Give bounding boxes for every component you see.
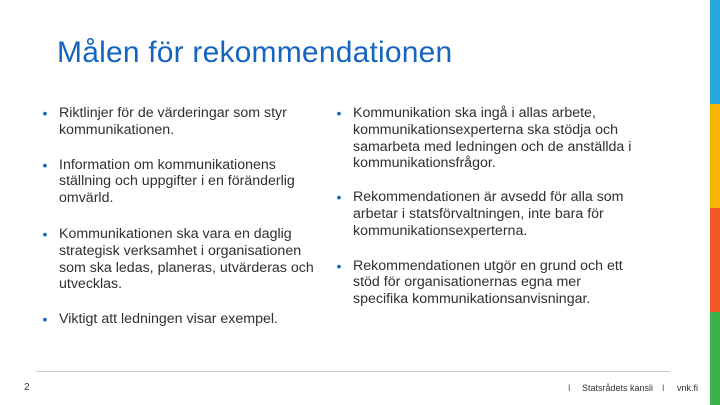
footer-website-link[interactable]: vnk.fi: [677, 383, 699, 393]
bullet-item: [330, 258, 640, 308]
bullet-item: [330, 189, 640, 239]
page-number: 2: [24, 382, 30, 393]
bullet-dot-icon: •: [42, 156, 48, 173]
bullet-text: Rekommendationen utgör en grund och ett stöd för organisationernas egna mer specifika kommunikationsanvisningar.: [353, 257, 623, 308]
bullet-item: [330, 105, 640, 172]
accent-strip-blue: [710, 0, 720, 104]
bullet-text: Kommunikationen ska vara en daglig strategisk verksamhet i organisationen som ska ledas, planeras, utvärderas och utvecklas.: [59, 225, 314, 293]
bullet-text: Rekommendationen är avsedd för alla som arbetar i statsförvaltningen, inte bara för kommunikationsexperterna.: [353, 189, 624, 239]
footer-organization: Statsrådets kansli: [582, 383, 654, 393]
bullet-dot-icon: •: [42, 311, 48, 328]
accent-strip-green: [710, 312, 720, 405]
bullet-item: [36, 226, 326, 293]
bullet-dot-icon: •: [336, 189, 342, 206]
footer-separator: I: [568, 383, 571, 393]
bullet-text: Information om kommunikationens ställning och uppgifter i en föränderlig omvärld.: [59, 156, 295, 207]
bullet-item: [36, 157, 326, 207]
right-bullet-list: [330, 105, 640, 308]
left-bullet-list: [36, 105, 326, 328]
bullet-item: [36, 311, 326, 328]
accent-strip-yellow: [710, 104, 720, 208]
footer-separator: I: [662, 383, 665, 393]
footer-divider: [36, 371, 670, 372]
accent-strip-orange: [710, 208, 720, 312]
bullet-text: Kommunikation ska ingå i allas arbete, kommunikationsexperterna ska stödja och samarbeta med ledningen och de anställda i kommunikationsfrågor.: [353, 105, 632, 172]
slide-title: Målen för rekommendationen: [57, 36, 453, 69]
bullet-dot-icon: •: [336, 105, 342, 121]
bullet-text: Viktigt att ledningen visar exempel.: [59, 311, 278, 328]
bullet-item: [36, 105, 326, 139]
bullet-dot-icon: •: [336, 257, 342, 274]
bullet-dot-icon: •: [42, 105, 48, 121]
bullet-text: Riktlinjer för de värderingar som styr kommunikationen.: [59, 105, 287, 138]
bullet-dot-icon: •: [42, 225, 48, 242]
